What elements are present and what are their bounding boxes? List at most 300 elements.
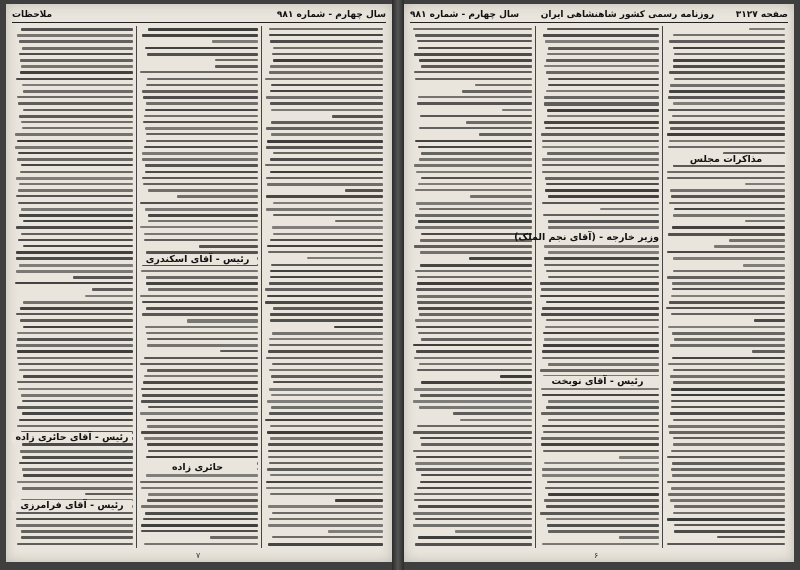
text-line: [143, 381, 258, 383]
text-line: [544, 96, 659, 99]
text-line: [141, 270, 258, 272]
text-line: [271, 406, 383, 408]
text-line: [743, 264, 785, 267]
text-line: [269, 388, 383, 391]
text-line: [17, 425, 133, 427]
text-line: [414, 245, 532, 248]
text-line: [141, 487, 258, 489]
text-line: [21, 65, 133, 68]
text-line: [669, 90, 785, 93]
text-line: [470, 195, 532, 198]
text-line: [146, 84, 258, 86]
text-line: [19, 264, 133, 267]
text-line: [417, 282, 532, 285]
right-heading-3: مذاکرات مجلس: [666, 154, 786, 165]
text-line: [16, 195, 133, 197]
text-line: [673, 437, 785, 439]
text-line: [418, 536, 532, 539]
text-line: [146, 332, 258, 334]
text-line: [16, 313, 133, 315]
text-line: [177, 195, 258, 198]
text-line: [17, 357, 133, 360]
right-heading-2: رئیس - آقای نوبخت: [536, 376, 659, 387]
text-line: [148, 288, 258, 290]
text-line: [146, 419, 258, 422]
text-line: [672, 357, 785, 359]
text-line: [16, 518, 133, 521]
left-column-3: [12, 26, 136, 548]
text-line: [754, 319, 785, 322]
text-line: [140, 71, 258, 73]
text-line: [460, 419, 532, 421]
right-header-issue: سال چهارم - شماره ۹۸۱: [410, 10, 520, 20]
text-line: [542, 468, 659, 471]
text-line: [500, 375, 532, 378]
text-line: [544, 264, 659, 266]
text-line: [266, 481, 383, 484]
text-line: [18, 152, 133, 154]
text-line: [714, 245, 785, 248]
text-line: [415, 189, 532, 191]
text-line: [544, 245, 659, 248]
text-line: [19, 462, 133, 464]
text-line: [270, 239, 383, 241]
text-line: [414, 71, 532, 73]
text-line: [420, 251, 532, 254]
text-line: [543, 214, 659, 216]
text-line: [142, 90, 258, 93]
text-line: [674, 78, 785, 81]
text-line: [21, 233, 133, 235]
text-line: [273, 202, 383, 204]
text-line: [542, 171, 659, 173]
text-line: [146, 102, 258, 105]
text-line: [269, 34, 383, 36]
text-line: [268, 350, 383, 352]
text-line: [417, 369, 532, 371]
text-line: [670, 127, 785, 130]
text-line: [272, 53, 383, 56]
text-line: [267, 245, 383, 247]
text-line: [20, 307, 133, 310]
text-line: [546, 90, 659, 92]
text-line: [273, 307, 383, 310]
text-line: [16, 512, 133, 515]
text-line: [417, 102, 532, 105]
text-line: [546, 270, 659, 273]
text-line: [416, 288, 532, 291]
text-line: [415, 319, 532, 322]
text-line: [22, 47, 133, 50]
text-line: [419, 127, 532, 129]
text-line: [543, 332, 659, 335]
text-line: [672, 462, 785, 465]
text-line: [145, 208, 258, 211]
text-line: [85, 295, 133, 298]
text-line: [670, 344, 785, 347]
text-line: [418, 146, 532, 148]
text-line: [673, 65, 785, 68]
text-line: [548, 493, 659, 496]
text-line: [669, 140, 785, 142]
text-lines: [413, 26, 532, 548]
text-line: [545, 40, 659, 43]
text-line: [542, 307, 659, 310]
text-line: [542, 425, 659, 428]
text-line: [671, 313, 785, 315]
text-line: [16, 177, 133, 180]
text-line: [419, 208, 532, 210]
text-line: [269, 369, 383, 371]
text-line: [669, 121, 785, 124]
text-line: [674, 505, 785, 508]
text-line: [673, 214, 785, 217]
left-heading-4: رئیس - آقای فرامرزی: [12, 500, 132, 511]
text-line: [544, 338, 659, 341]
text-line: [670, 412, 785, 415]
text-line: [270, 425, 383, 427]
left-header-issue: سال چهارم - شماره ۹۸۱: [276, 10, 386, 20]
text-line: [542, 158, 659, 161]
text-line: [668, 109, 785, 111]
text-line: [147, 344, 258, 347]
text-line: [674, 338, 785, 341]
text-line: [215, 65, 258, 68]
text-line: [419, 59, 532, 62]
text-line: [421, 152, 532, 155]
text-line: [542, 202, 659, 204]
text-line: [413, 400, 532, 403]
text-line: [462, 90, 532, 93]
text-line: [267, 431, 383, 434]
text-line: [16, 226, 133, 229]
text-line: [729, 239, 785, 242]
text-line: [540, 295, 659, 297]
text-line: [418, 505, 532, 508]
text-line: [19, 369, 133, 371]
text-line: [266, 146, 383, 149]
text-line: [18, 363, 133, 366]
text-line: [542, 474, 659, 476]
text-line: [415, 140, 532, 142]
text-line: [17, 158, 133, 161]
text-line: [271, 375, 383, 378]
text-line: [20, 71, 133, 74]
text-line: [17, 96, 133, 98]
text-line: [469, 257, 532, 259]
text-line: [619, 456, 659, 459]
text-line: [547, 481, 659, 484]
text-line: [270, 474, 383, 476]
text-line: [421, 65, 532, 68]
text-line: [540, 369, 659, 372]
text-line: [502, 109, 532, 111]
text-line: [21, 394, 133, 397]
text-line: [23, 245, 133, 247]
text-line: [273, 152, 383, 154]
text-line: [140, 363, 258, 366]
text-line: [16, 270, 133, 273]
text-line: [418, 96, 532, 98]
text-line: [20, 59, 133, 62]
text-line: [541, 412, 659, 414]
text-line: [419, 363, 532, 365]
text-line: [546, 301, 659, 303]
text-line: [548, 251, 659, 254]
text-line: [668, 425, 785, 428]
text-line: [548, 226, 659, 228]
text-line: [269, 412, 383, 414]
text-line: [619, 536, 659, 539]
text-line: [142, 301, 258, 304]
text-line: [92, 288, 133, 290]
text-line: [548, 276, 659, 278]
text-line: [541, 133, 659, 136]
text-line: [16, 257, 133, 260]
text-line: [268, 443, 383, 446]
text-line: [270, 90, 383, 92]
text-line: [270, 276, 383, 278]
text-line: [668, 96, 785, 98]
text-line: [668, 363, 785, 366]
text-line: [146, 456, 258, 459]
text-line: [673, 512, 785, 514]
text-line: [21, 121, 133, 123]
text-line: [18, 388, 133, 390]
text-line: [544, 65, 659, 67]
text-line: [546, 518, 659, 520]
text-line: [673, 381, 785, 383]
text-line: [414, 53, 532, 56]
text-line: [145, 47, 258, 49]
text-line: [265, 164, 383, 166]
text-line: [268, 251, 383, 253]
text-line: [745, 220, 785, 222]
text-line: [142, 313, 258, 316]
text-line: [547, 109, 659, 112]
text-line: [271, 394, 383, 397]
text-line: [22, 84, 133, 86]
text-line: [144, 437, 258, 440]
text-line: [267, 295, 383, 298]
text-line: [141, 400, 258, 403]
text-line: [420, 437, 532, 439]
text-line: [673, 257, 785, 260]
text-line: [671, 195, 785, 197]
text-line: [21, 536, 133, 539]
text-line: [752, 350, 785, 352]
text-line: [668, 146, 785, 148]
text-line: [271, 121, 383, 124]
text-line: [17, 332, 133, 334]
text-line: [21, 164, 133, 166]
text-line: [548, 84, 659, 86]
text-line: [544, 121, 659, 124]
text-line: [140, 202, 258, 204]
text-line: [17, 543, 133, 546]
text-line: [145, 127, 258, 130]
text-line: [266, 487, 383, 490]
left-column-1: [261, 26, 386, 548]
text-line: [548, 400, 659, 403]
text-line: [417, 276, 532, 278]
text-line: [270, 319, 383, 322]
text-line: [23, 109, 133, 112]
text-line: [416, 326, 532, 328]
text-line: [269, 282, 383, 285]
text-line: [417, 425, 532, 428]
text-line: [667, 251, 785, 253]
text-line: [545, 326, 659, 328]
text-line: [270, 158, 383, 161]
text-line: [545, 487, 659, 489]
text-line: [23, 326, 133, 328]
text-line: [673, 102, 785, 105]
text-line: [148, 450, 258, 452]
text-line: [546, 183, 659, 185]
text-line: [19, 419, 133, 421]
text-line: [144, 233, 258, 236]
text-line: [22, 443, 133, 446]
text-line: [307, 257, 383, 259]
text-line: [674, 208, 785, 210]
text-line: [671, 400, 785, 402]
left-heading-3: حائری زاده: [138, 462, 257, 473]
text-line: [673, 270, 785, 273]
text-line: [541, 443, 659, 446]
text-line: [546, 59, 659, 62]
text-line: [271, 133, 383, 136]
right-header-page: صفحه ۳۱۲۷: [735, 10, 788, 20]
text-line: [272, 332, 383, 335]
text-line: [141, 530, 258, 532]
text-line: [268, 505, 383, 508]
text-line: [667, 133, 785, 136]
right-column-3: [410, 26, 535, 548]
text-line: [199, 245, 258, 248]
text-line: [146, 276, 258, 279]
text-line: [19, 40, 133, 43]
text-line: [142, 177, 258, 180]
text-line: [265, 301, 383, 304]
text-line: [267, 183, 383, 186]
text-line: [543, 431, 659, 433]
text-line: [414, 499, 532, 501]
right-column-2: [514, 26, 661, 548]
text-line: [667, 543, 785, 545]
text-line: [148, 493, 258, 496]
text-line: [418, 220, 532, 223]
text-line: [674, 524, 785, 526]
text-line: [455, 530, 532, 533]
text-line: [268, 543, 383, 546]
text-line: [147, 338, 258, 340]
text-line: [335, 220, 383, 222]
text-line: [419, 313, 532, 316]
text-line: [542, 146, 659, 148]
text-line: [269, 344, 383, 346]
text-line: [421, 443, 532, 445]
text-line: [547, 524, 659, 527]
text-line: [453, 412, 532, 415]
text-line: [272, 536, 383, 538]
text-line: [419, 406, 532, 409]
text-line: [148, 189, 258, 192]
text-line: [667, 171, 785, 173]
text-line: [20, 450, 133, 453]
text-line: [146, 133, 258, 135]
text-line: [20, 319, 133, 322]
text-line: [272, 363, 383, 365]
text-line: [416, 468, 532, 471]
text-line: [15, 133, 133, 136]
text-line: [415, 226, 532, 228]
text-line: [546, 319, 659, 321]
text-line: [15, 146, 133, 149]
text-line: [547, 152, 659, 155]
text-line: [475, 84, 532, 86]
text-line: [542, 140, 659, 143]
text-line: [415, 518, 532, 521]
text-line: [673, 59, 785, 62]
text-line: [144, 239, 258, 241]
text-line: [421, 381, 532, 384]
text-line: [273, 47, 383, 50]
text-line: [540, 282, 659, 284]
text-line: [542, 164, 659, 166]
text-line: [145, 164, 258, 167]
text-line: [271, 109, 383, 112]
text-line: [345, 189, 383, 192]
text-line: [413, 344, 532, 346]
text-line: [20, 171, 133, 173]
text-line: [220, 350, 258, 352]
text-line: [421, 177, 532, 179]
text-line: [420, 394, 532, 397]
text-line: [548, 530, 659, 533]
text-line: [148, 220, 258, 222]
text-line: [144, 375, 258, 377]
text-line: [420, 481, 532, 484]
text-line: [600, 208, 659, 211]
text-line: [542, 394, 659, 396]
text-line: [73, 276, 133, 279]
text-line: [266, 357, 383, 360]
text-line: [413, 450, 532, 452]
text-line: [420, 264, 532, 267]
text-line: [417, 295, 532, 298]
text-line: [269, 338, 383, 340]
text-line: [16, 524, 133, 527]
text-line: [17, 406, 133, 409]
text-line: [670, 499, 785, 502]
text-line: [547, 28, 659, 30]
text-line: [143, 183, 258, 185]
text-line: [548, 419, 659, 422]
text-line: [143, 518, 258, 520]
text-line: [670, 84, 785, 87]
text-line: [273, 59, 383, 62]
right-column-1: [662, 26, 788, 548]
text-line: [147, 369, 258, 372]
text-line: [413, 28, 532, 30]
text-line: [146, 140, 258, 142]
text-line: [147, 425, 258, 428]
text-line: [187, 319, 258, 322]
right-folio: ۶: [594, 551, 599, 560]
text-line: [272, 226, 383, 228]
text-line: [542, 350, 659, 352]
